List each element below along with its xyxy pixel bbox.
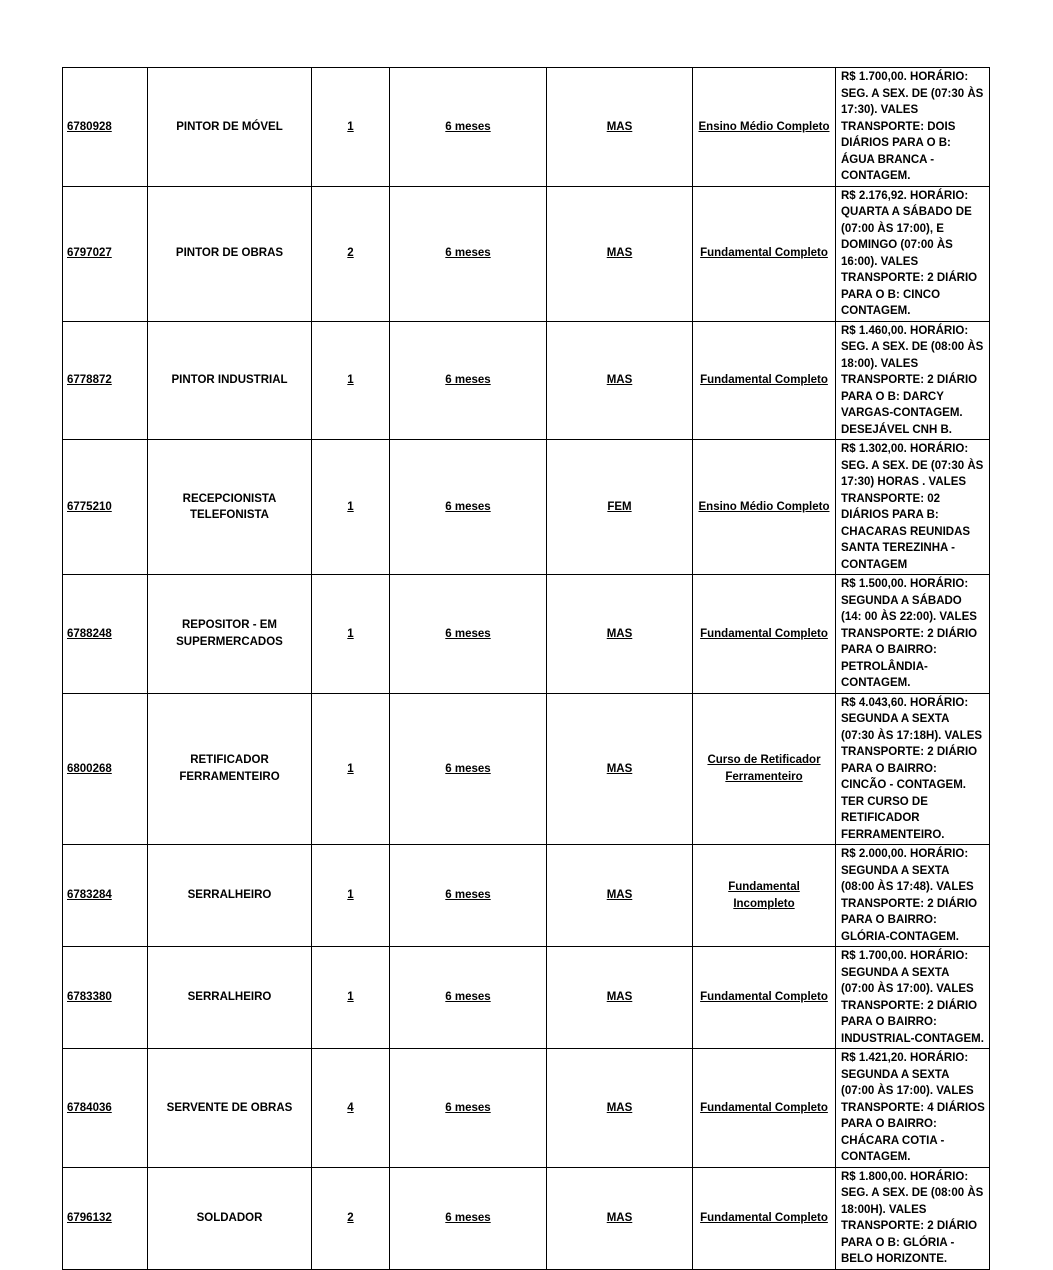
education-cell bbox=[693, 186, 836, 321]
job-code-cell bbox=[63, 693, 148, 845]
vacancy-quantity: 4 bbox=[347, 1101, 354, 1114]
table-row bbox=[63, 321, 990, 440]
job-role-cell bbox=[148, 440, 312, 575]
vacancy-quantity: 2 bbox=[347, 1211, 354, 1224]
job-code-cell bbox=[63, 947, 148, 1049]
sex-requirement: MAS bbox=[606, 374, 633, 386]
description-cell bbox=[836, 68, 990, 187]
period-cell bbox=[390, 68, 547, 187]
job-role-cell bbox=[148, 321, 312, 440]
sex-cell bbox=[547, 575, 693, 694]
education-cell bbox=[693, 845, 836, 947]
description-cell bbox=[836, 321, 990, 440]
quantity-cell bbox=[312, 1049, 390, 1168]
job-description: R$ 1.500,00. HORÁRIO: SEGUNDA A SÁBADO (14: 00 ÀS 22:00). VALES TRANSPORTE: 2 DIÁRIO PARA O BAIRRO: PETROLÂNDIA-CONTAGEM. bbox=[841, 578, 978, 689]
description-cell bbox=[836, 693, 990, 845]
table-row bbox=[63, 947, 990, 1049]
job-description: R$ 1.700,00. HORÁRIO: SEGUNDA A SEXTA (07:00 ÀS 17:00). VALES TRANSPORTE: 2 DIÁRIO PARA O BAIRRO: INDUSTRIAL-CONTAGEM. bbox=[841, 950, 984, 1045]
job-code: 6788248 bbox=[67, 627, 112, 640]
sex-cell bbox=[547, 1167, 693, 1269]
job-code: 6780928 bbox=[67, 120, 112, 133]
table-row bbox=[63, 440, 990, 575]
job-code-cell bbox=[63, 575, 148, 694]
sex-cell bbox=[547, 321, 693, 440]
job-listings-table bbox=[62, 67, 990, 1270]
education-cell bbox=[693, 1049, 836, 1168]
contract-period: 6 meses bbox=[445, 627, 491, 640]
job-code-cell bbox=[63, 440, 148, 575]
sex-cell bbox=[547, 68, 693, 187]
contract-period: 6 meses bbox=[445, 500, 491, 513]
sex-cell bbox=[547, 693, 693, 845]
sex-cell bbox=[547, 845, 693, 947]
education-requirement: Ensino Médio Completo bbox=[698, 500, 830, 513]
quantity-cell bbox=[312, 186, 390, 321]
contract-period: 6 meses bbox=[445, 991, 491, 1004]
quantity-cell bbox=[312, 575, 390, 694]
job-code: 6783284 bbox=[67, 889, 112, 902]
contract-period: 6 meses bbox=[445, 889, 491, 902]
job-description: R$ 4.043,60. HORÁRIO: SEGUNDA A SEXTA (07:30 ÀS 17:18H). VALES TRANSPORTE: 2 DIÁRIO PARA O BAIRRO: CINCÃO - CONTAGEM. TER CURSO DE RETIFICADOR FERRAMENTEIRO. bbox=[841, 696, 983, 841]
job-role-cell bbox=[148, 947, 312, 1049]
education-cell bbox=[693, 575, 836, 694]
quantity-cell bbox=[312, 68, 390, 187]
education-cell bbox=[693, 693, 836, 845]
education-cell bbox=[693, 68, 836, 187]
education-cell bbox=[693, 947, 836, 1049]
job-code: 6778872 bbox=[67, 374, 112, 386]
vacancy-quantity: 1 bbox=[347, 500, 354, 513]
sex-cell bbox=[547, 947, 693, 1049]
education-requirement: Ensino Médio Completo bbox=[698, 120, 830, 133]
job-role: SERRALHEIRO bbox=[187, 889, 272, 902]
vacancy-quantity: 1 bbox=[347, 374, 354, 386]
contract-period: 6 meses bbox=[445, 247, 491, 260]
education-requirement: Fundamental Incompleto bbox=[728, 881, 800, 910]
job-description: R$ 1.800,00. HORÁRIO: SEG. A SEX. DE (08:00 ÀS 18:00H). VALES TRANSPORTE: 2 DIÁRIO PARA O B: GLÓRIA - BELO HORIZONTE. bbox=[841, 1170, 984, 1265]
sex-cell bbox=[547, 1049, 693, 1168]
education-requirement: Fundamental Completo bbox=[700, 374, 828, 386]
quantity-cell bbox=[312, 440, 390, 575]
job-role: RECEPCIONISTA TELEFONISTA bbox=[182, 492, 277, 521]
period-cell bbox=[390, 1167, 547, 1269]
quantity-cell bbox=[312, 845, 390, 947]
description-cell bbox=[836, 1167, 990, 1269]
description-cell bbox=[836, 186, 990, 321]
job-role: PINTOR INDUSTRIAL bbox=[171, 374, 288, 386]
sex-requirement: MAS bbox=[606, 627, 633, 640]
job-description: R$ 2.176,92. HORÁRIO: QUARTA A SÁBADO DE (07:00 ÀS 17:00), E DOMINGO (07:00 ÀS 16:00). VALES TRANSPORTE: 2 DIÁRIO PARA O B: CINCO CONTAGEM. bbox=[841, 189, 978, 317]
job-code-cell bbox=[63, 845, 148, 947]
vacancy-quantity: 1 bbox=[347, 762, 354, 775]
sex-requirement: MAS bbox=[606, 889, 633, 902]
description-cell bbox=[836, 575, 990, 694]
sex-requirement: MAS bbox=[606, 991, 633, 1004]
vacancy-quantity: 1 bbox=[347, 991, 354, 1004]
job-description: R$ 1.700,00. HORÁRIO: SEG. A SEX. DE (07:30 ÀS 17:30). VALES TRANSPORTE: DOIS DIÁRIOS PARA O B: ÁGUA BRANCA - CONTAGEM. bbox=[841, 71, 984, 182]
job-description: R$ 1.302,00. HORÁRIO: SEG. A SEX. DE (07:30 ÀS 17:30) HORAS . VALES TRANSPORTE: 02 DIÁRIOS PARA B: CHACARAS REUNIDAS SANTA TEREZINHA - CONTAGEM bbox=[841, 443, 984, 571]
job-listings-body bbox=[63, 68, 990, 1270]
quantity-cell bbox=[312, 1167, 390, 1269]
job-role: REPOSITOR - EM SUPERMERCADOS bbox=[176, 619, 283, 648]
period-cell bbox=[390, 186, 547, 321]
job-role-cell bbox=[148, 693, 312, 845]
quantity-cell bbox=[312, 947, 390, 1049]
contract-period: 6 meses bbox=[445, 120, 491, 133]
table-row bbox=[63, 68, 990, 187]
job-role: PINTOR DE MÓVEL bbox=[176, 120, 283, 133]
contract-period: 6 meses bbox=[445, 1101, 491, 1114]
job-role: SERRALHEIRO bbox=[187, 991, 272, 1004]
sex-requirement: MAS bbox=[606, 1101, 633, 1114]
table-row bbox=[63, 845, 990, 947]
table-row bbox=[63, 575, 990, 694]
description-cell bbox=[836, 1049, 990, 1168]
sex-cell bbox=[547, 440, 693, 575]
education-cell bbox=[693, 321, 836, 440]
education-cell bbox=[693, 440, 836, 575]
vacancy-quantity: 2 bbox=[347, 247, 354, 260]
vacancy-quantity: 1 bbox=[347, 889, 354, 902]
job-code-cell bbox=[63, 321, 148, 440]
quantity-cell bbox=[312, 693, 390, 845]
job-code-cell bbox=[63, 68, 148, 187]
period-cell bbox=[390, 321, 547, 440]
job-code: 6796132 bbox=[67, 1211, 112, 1224]
job-role: PINTOR DE OBRAS bbox=[175, 247, 284, 260]
vacancy-quantity: 1 bbox=[347, 627, 354, 640]
contract-period: 6 meses bbox=[445, 762, 491, 775]
job-role-cell bbox=[148, 68, 312, 187]
job-code: 6775210 bbox=[67, 500, 112, 513]
education-requirement: Fundamental Completo bbox=[700, 627, 828, 640]
job-role-cell bbox=[148, 1049, 312, 1168]
description-cell bbox=[836, 440, 990, 575]
education-requirement: Curso de Retificador Ferramenteiro bbox=[707, 754, 821, 783]
education-requirement: Fundamental Completo bbox=[700, 1211, 828, 1224]
job-description: R$ 1.460,00. HORÁRIO: SEG. A SEX. DE (08:00 ÀS 18:00). VALES TRANSPORTE: 2 DIÁRIO PARA O B: DARCY VARGAS-CONTAGEM. DESEJÁVEL CNH B. bbox=[841, 324, 984, 436]
vacancy-quantity: 1 bbox=[347, 120, 354, 133]
job-code: 6797027 bbox=[67, 247, 112, 260]
sex-cell bbox=[547, 186, 693, 321]
job-role: SERVENTE DE OBRAS bbox=[166, 1101, 293, 1114]
education-requirement: Fundamental Completo bbox=[700, 247, 828, 260]
sex-requirement: MAS bbox=[606, 1211, 633, 1224]
job-code: 6800268 bbox=[67, 762, 112, 775]
quantity-cell bbox=[312, 321, 390, 440]
education-cell bbox=[693, 1167, 836, 1269]
job-role-cell bbox=[148, 575, 312, 694]
job-code: 6784036 bbox=[67, 1101, 112, 1114]
sex-requirement: FEM bbox=[607, 500, 632, 513]
job-code-cell bbox=[63, 1167, 148, 1269]
table-row bbox=[63, 693, 990, 845]
job-role-cell bbox=[148, 845, 312, 947]
period-cell bbox=[390, 947, 547, 1049]
education-requirement: Fundamental Completo bbox=[700, 991, 828, 1004]
job-code-cell bbox=[63, 186, 148, 321]
period-cell bbox=[390, 440, 547, 575]
contract-period: 6 meses bbox=[445, 1211, 491, 1224]
job-description: R$ 2.000,00. HORÁRIO: SEGUNDA A SEXTA (08:00 ÀS 17:48). VALES TRANSPORTE: 2 DIÁRIO PARA O BAIRRO: GLÓRIA-CONTAGEM. bbox=[841, 848, 978, 943]
job-role-cell bbox=[148, 186, 312, 321]
description-cell bbox=[836, 845, 990, 947]
sex-requirement: MAS bbox=[606, 120, 633, 133]
job-role-cell bbox=[148, 1167, 312, 1269]
table-row bbox=[63, 1167, 990, 1269]
sex-requirement: MAS bbox=[606, 762, 633, 775]
sex-requirement: MAS bbox=[606, 247, 633, 260]
period-cell bbox=[390, 693, 547, 845]
contract-period: 6 meses bbox=[445, 374, 491, 386]
job-code: 6783380 bbox=[67, 991, 112, 1004]
table-row bbox=[63, 1049, 990, 1168]
job-code-cell bbox=[63, 1049, 148, 1168]
job-role: RETIFICADOR FERRAMENTEIRO bbox=[179, 754, 280, 783]
table-row bbox=[63, 186, 990, 321]
description-cell bbox=[836, 947, 990, 1049]
job-role: SOLDADOR bbox=[196, 1211, 263, 1224]
period-cell bbox=[390, 575, 547, 694]
period-cell bbox=[390, 1049, 547, 1168]
job-description: R$ 1.421,20. HORÁRIO: SEGUNDA A SEXTA (07:00 ÀS 17:00). VALES TRANSPORTE: 4 DIÁRIOS PARA O BAIRRO: CHÁCARA COTIA - CONTAGEM. bbox=[841, 1052, 985, 1163]
education-requirement: Fundamental Completo bbox=[700, 1101, 828, 1114]
period-cell bbox=[390, 845, 547, 947]
